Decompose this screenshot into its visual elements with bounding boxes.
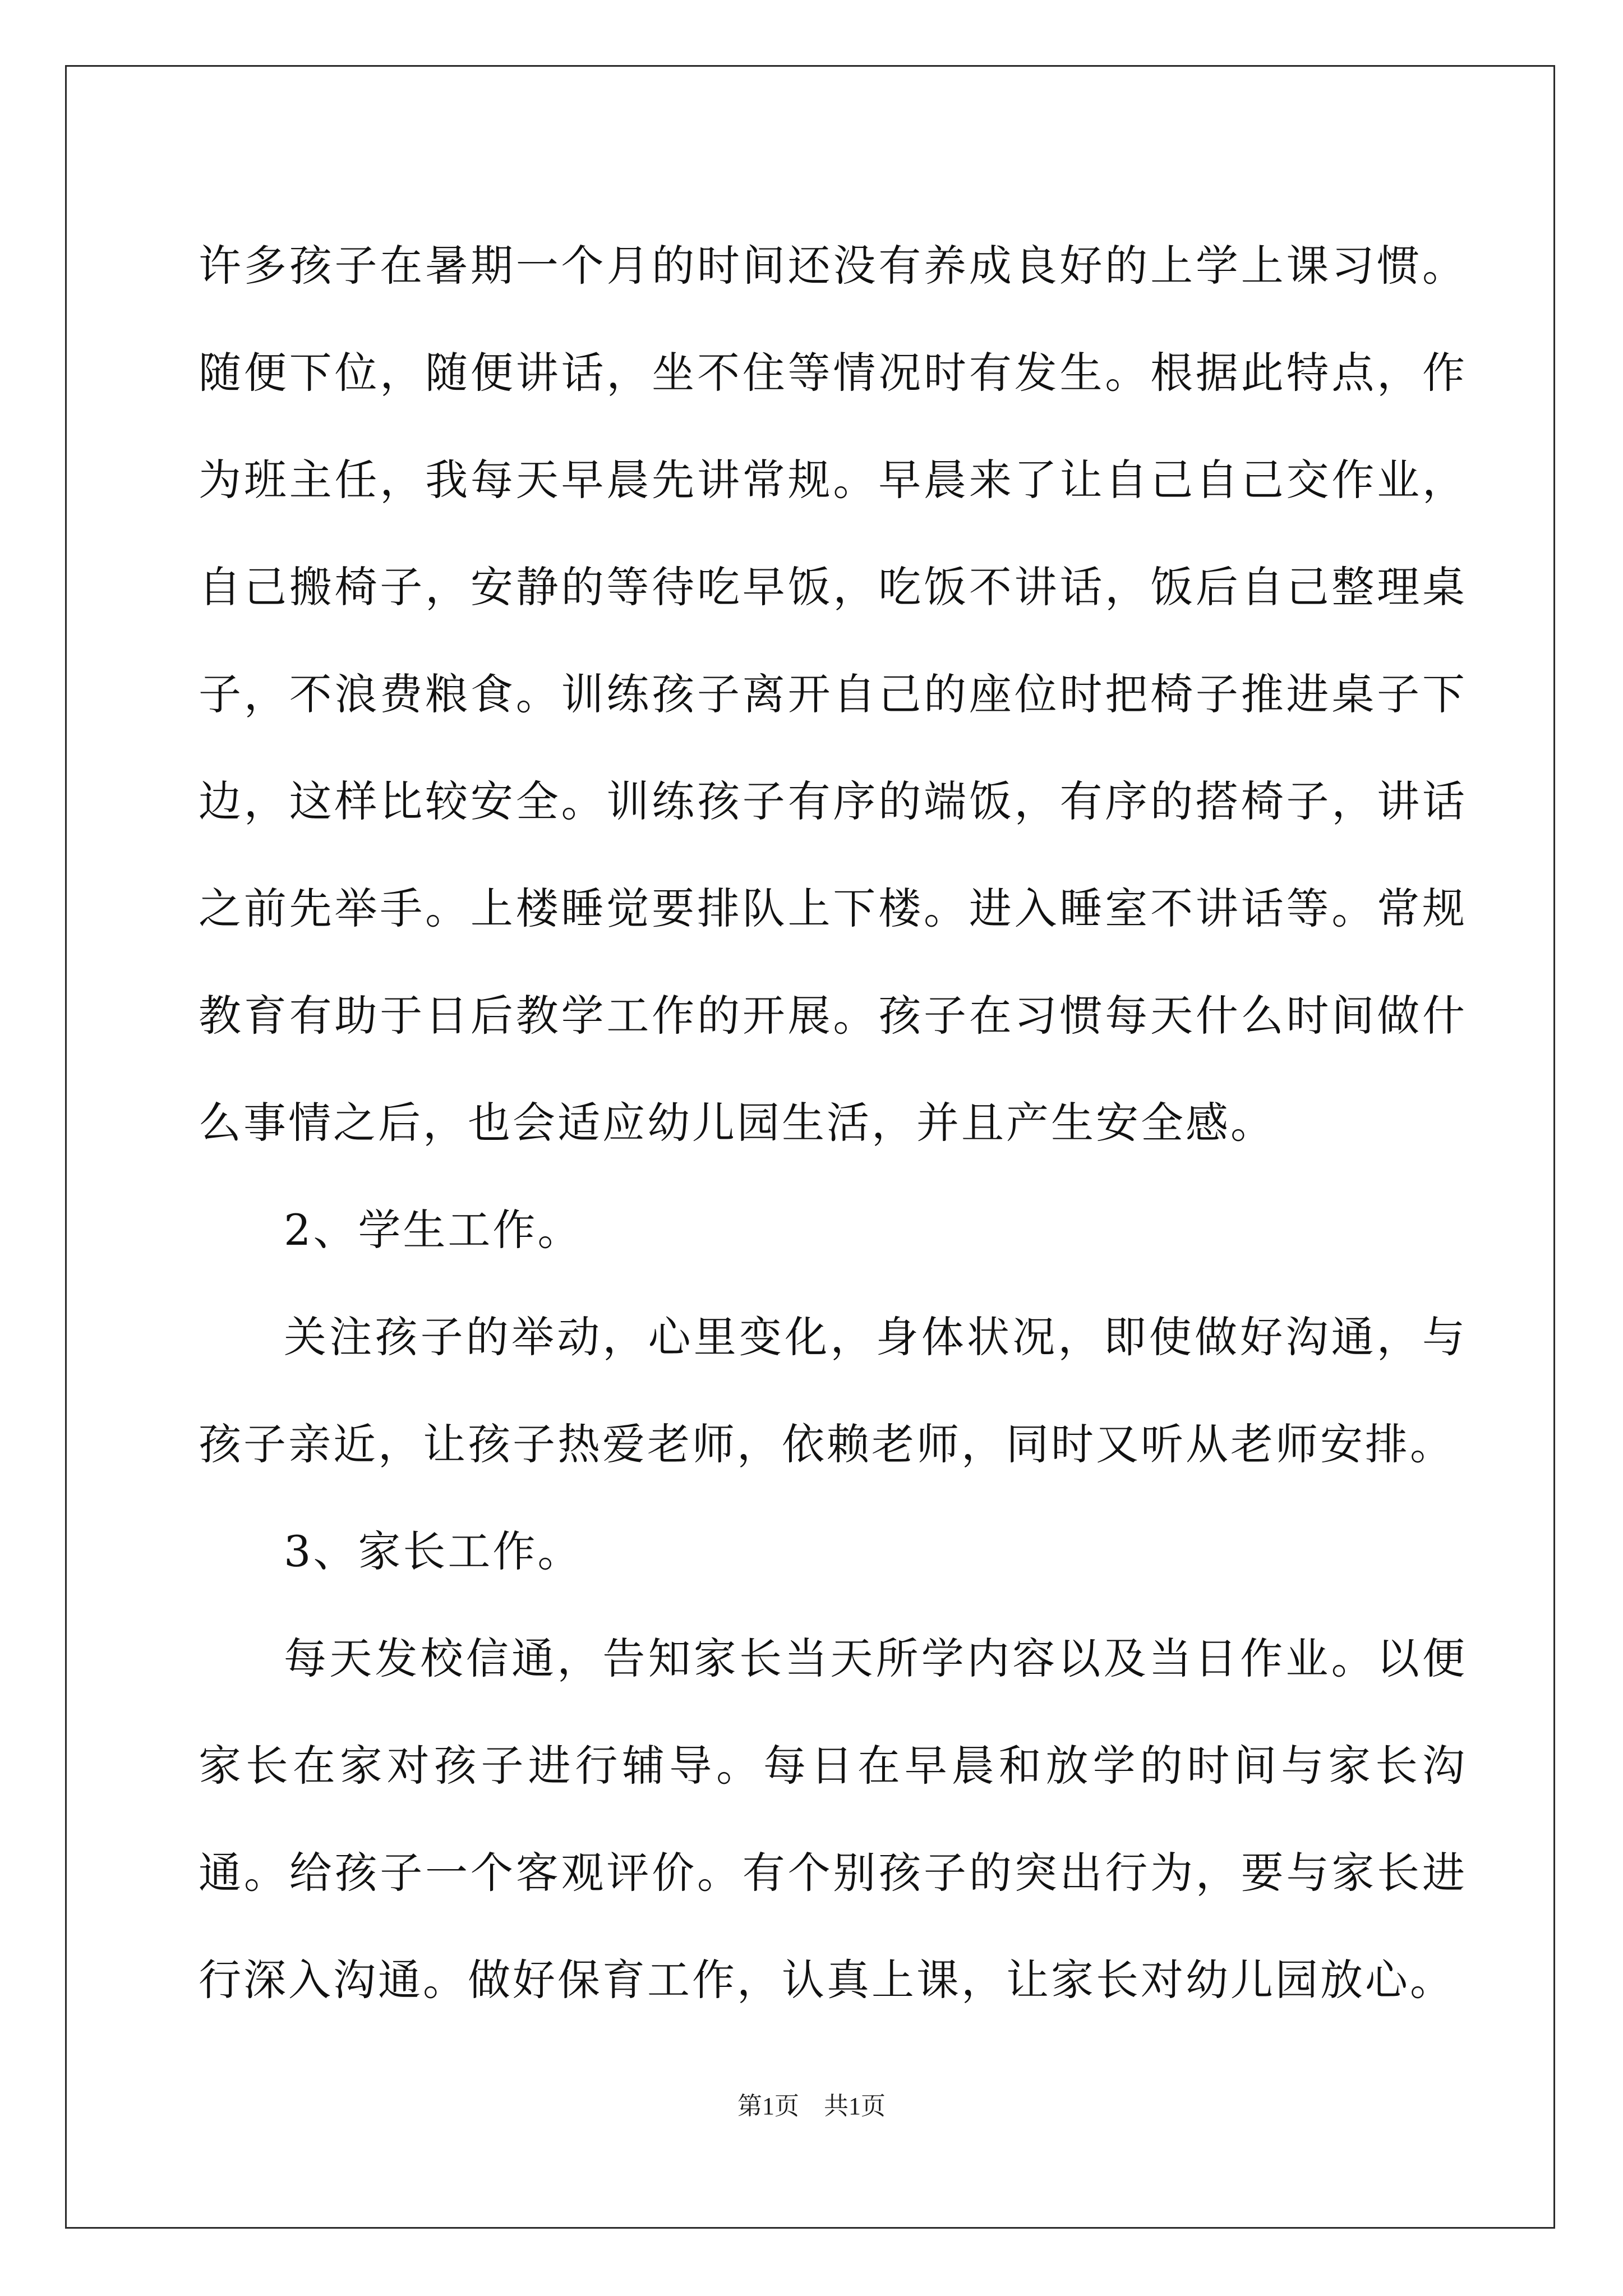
page-number-footer: 第1页 共1页 [737, 2092, 886, 2120]
document-body [199, 212, 1467, 2033]
paragraph-routine: 许多孩子在暑期一个月的时间还没有养成良好的上学上课习惯。随便下位，随便讲话，坐不住等情况时有发生。根据此特点，作为班主任，我每天早晨先讲常规。早晨来了让自己自己交作业，自己搬椅子，安静的等待吃早饭，吃饭不讲话，饭后自己整理桌子，不浪费粮食。训练孩子离开自己的座位时把椅子推进桌子下边，这样比较安全。训练孩子有序的端饭，有序的搭椅子，讲话之前先举手。上楼睡觉要排队上下楼。进入睡室不讲话等。常规教育有助于日后教学工作的开展。孩子在习惯每天什么时间做什么事情之后，也会适应幼儿园生活，并且产生安全感。 [199, 241, 1467, 1148]
paragraph-parent-work: 每天发校信通，告知家长当天所学内容以及当日作业。以便家长在家对孩子进行辅导。每日在早晨和放学的时间与家长沟通。给孩子一个客观评价。有个别孩子的突出行为，要与家长进行深入沟通。做好保育工作，认真上课，让家长对幼儿园放心。 [199, 1634, 1467, 2005]
heading-student-work: 2、学生工作。 [284, 1205, 583, 1255]
heading-parent-work: 3、家长工作。 [284, 1526, 583, 1576]
paragraph-student-work: 关注孩子的举动，心里变化，身体状况，即使做好沟通，与孩子亲近，让孩子热爱老师，依赖老师，同时又听从老师安排。 [199, 1312, 1467, 1469]
